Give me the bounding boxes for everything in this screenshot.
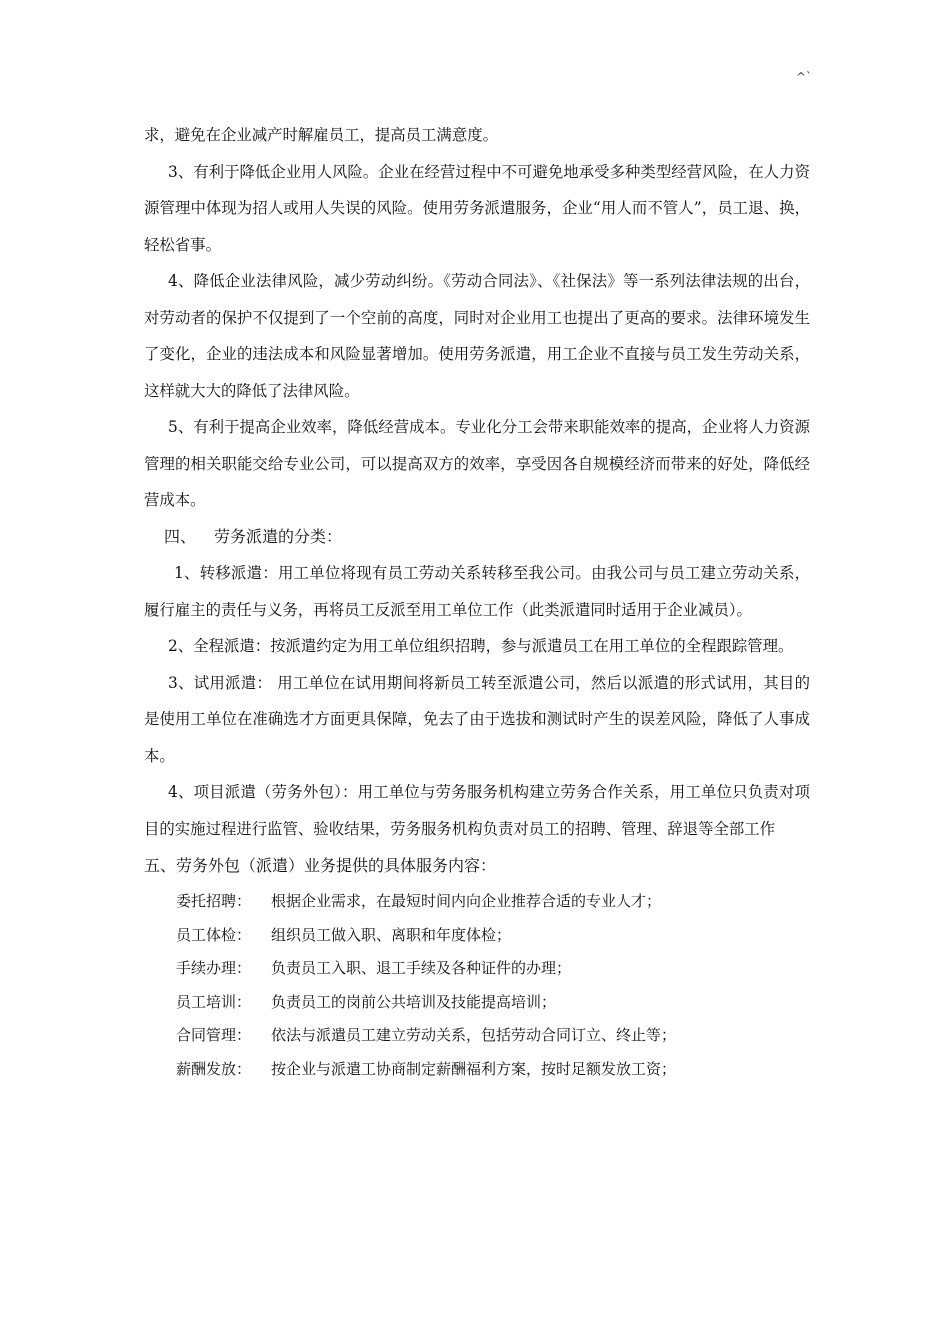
service-label: 员工培训： — [176, 992, 252, 1011]
service-text: 负责员工入职、退工手续及各种证件的办理； — [271, 959, 572, 977]
paragraph-continuation: 求，避免在企业减产时解雇员工，提高员工满意度。 — [144, 126, 498, 144]
service-text: 按企业与派遣工协商制定薪酬福利方案，按时足额发放工资； — [271, 1059, 677, 1078]
paragraph-item-5: 5、有利于提高企业效率，降低经营成本。专业化分工会带来职能效率的提高，企业将人力资源管理的相关职能交给专业公司，可以提高双方的效率，享受因各自规模经济而带来的好处，降低经营成本。 — [144, 418, 810, 509]
service-text: 根据企业需求，在最短时间内向企业推荐合适的专业人才； — [271, 892, 662, 910]
service-row-procedures — [144, 952, 810, 986]
paragraph-item-3: 3、有利于降低企业用人风险。企业在经营过程中不可避免地承受多种类型经营风险，在人力资源管理中体现为招人或用人失误的风险。使用劳务派遣服务，企业“用人而不管人”，员工退、换，轻松省事。 — [144, 162, 810, 254]
classification-transfer: 1、转移派遣：用工单位将现有员工劳动关系转移至我公司。由我公司与员工建立劳动关系，履行雇主的责任与义务，再将员工反派至用工单位工作（此类派遣同时适用于企业减员）。 — [144, 564, 810, 619]
service-row-recruitment — [144, 885, 810, 919]
classification-project: 4、项目派遣（劳务外包）：用工单位与劳务服务机构建立劳务合作关系，用工单位只负责对项目的实施过程进行监管、验收结果，劳务服务机构负责对员工的招聘、管理、辞退等全部工作 — [144, 783, 810, 838]
classification-trial: 3、试用派遣： 用工单位在试用期间将新员工转至派遣公司，然后以派遣的形式试用，其目的是使用工单位在准确选才方面更具保障，免去了由于选拔和测试时产生的误差风险，降低了人事成本。 — [144, 673, 810, 765]
section-5-heading: 五、劳务外包（派遣）业务提供的具体服务内容： — [144, 856, 497, 875]
service-label: 薪酬发放： — [176, 1059, 252, 1078]
classification-full-process: 2、全程派遣：按派遣约定为用工单位组织招聘，参与派遣员工在用工单位的全程跟踪管理。 — [168, 637, 794, 655]
service-row-training — [144, 986, 810, 1020]
service-label: 委托招聘： — [176, 892, 252, 910]
section-4-title: 劳务派遣的分类： — [214, 526, 343, 546]
service-text: 负责员工的岗前公共培训及技能提高培训； — [271, 992, 557, 1011]
section-4-number: 四、 — [164, 526, 197, 546]
page-corner-mark: ^` — [796, 70, 813, 84]
service-row-contracts — [144, 1019, 810, 1053]
service-text: 依法与派遣员工建立劳动关系，包括劳动合同订立、终止等； — [271, 1026, 677, 1044]
service-text: 组织员工做入职、离职和年度体检； — [271, 925, 512, 944]
service-label: 合同管理： — [176, 1026, 252, 1044]
service-row-health-check — [144, 919, 810, 953]
document-body — [144, 117, 810, 1086]
service-label: 手续办理： — [176, 959, 252, 977]
section-4-heading — [144, 519, 810, 556]
paragraph-item-4: 4、降低企业法律风险，减少劳动纠纷。《劳动合同法》、《社保法》等一系列法律法规的出台，对劳动者的保护不仅提到了一个空前的高度，同时对企业用工也提出了更高的要求。法律环境发生了变化，企业的违法成本和风险显著增加。使用劳务派遣，用工企业不直接与员工发生劳动关系，这样就大大的降低了法律风险。 — [144, 272, 810, 400]
service-row-payroll — [144, 1053, 810, 1087]
service-label: 员工体检： — [176, 925, 252, 944]
